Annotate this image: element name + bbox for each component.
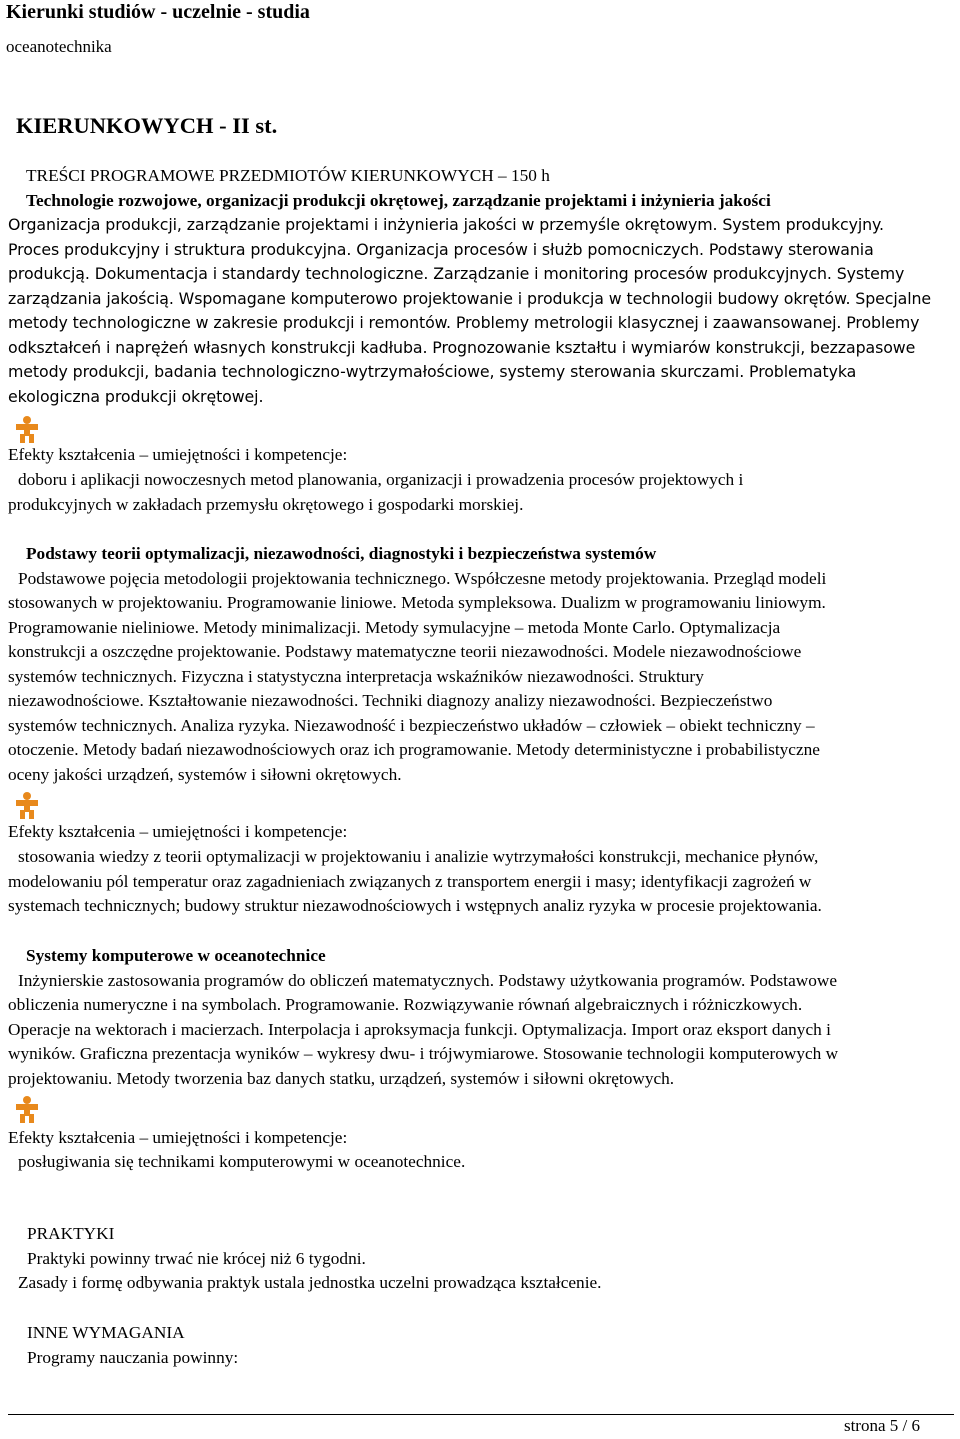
text-line: systemów technicznych. Analiza ryzyka. Niezawodność i bezpieczeństwo układów – człowiek – obiekt techniczny – <box>8 715 815 735</box>
section-3 <box>8 944 953 1091</box>
text-line: niezawodnościowe. Kształtowanie niezawodności. Techniki diagnozy analizy niezawodności. Bezpieczeństwo <box>8 691 773 710</box>
subject-description <box>8 969 953 1092</box>
text-line: ekologiczna produkcji okrętowej. <box>8 386 264 406</box>
main-heading: KIERUNKOWYCH - II st. <box>16 113 278 138</box>
text-line: otoczenie. Metody badań niezawodnościowych oraz ich programowanie. Metody deterministyczne i probabilistyczne <box>8 740 820 759</box>
text-line: Programowanie nieliniowe. Metody minimalizacji. Metody symulacyjne – metoda Monte Carlo. Optymalizacja <box>8 617 781 637</box>
section-praktyki <box>27 1222 960 1271</box>
text-line: modelowaniu pól temperatur oraz zagadnieniach związanych z transportem energii i masy; identyfikacji zagrożeń w <box>8 871 812 891</box>
text-line: stosowania wiedzy z teorii optymalizacji w projektowaniu i analizie wytrzymałości konstrukcji, mechanice płynów, <box>18 847 819 866</box>
document-title: Kierunki studiów - uczelnie - studia <box>6 1 310 23</box>
effects-text <box>8 845 953 919</box>
text-line: Organizacja produkcji, zarządzanie projektami i inżynieria jakości w przemyśle okrętowym. System produkcyjny. <box>8 215 884 234</box>
text-line: systemach technicznych; budowy struktur niezawodnościowych i wstępnych analiz ryzyka w procesie projektowania. <box>8 896 822 915</box>
section-2 <box>8 542 953 787</box>
text-line: projektowaniu. Metody tworzenia baz danych statku, urządzeń, systemów i siłowni okrętowych. <box>8 1068 675 1088</box>
document-subtitle: oceanotechnika <box>6 37 112 56</box>
effects-label: Efekty kształcenia – umiejętności i kompetencje: <box>8 1128 348 1147</box>
effects-label: Efekty kształcenia – umiejętności i kompetencje: <box>8 822 348 841</box>
text-line: stosowanych w projektowaniu. Programowanie liniowe. Metoda sympleksowa. Dualizm w programowaniu liniowym. <box>8 593 826 612</box>
section-1 <box>8 164 953 409</box>
subject-description <box>8 567 953 788</box>
effects-label: Efekty kształcenia – umiejętności i kompetencje: <box>8 445 348 464</box>
text-line: Zasady i formę odbywania praktyk ustala jednostka uczelni prowadząca kształcenie. <box>18 1273 602 1292</box>
text-line: Operacje na wektorach i macierzach. Interpolacja i aproksymacja funkcji. Optymalizacja. Import oraz eksport danych i <box>8 1019 831 1039</box>
text-line: metody produkcji, badania technologiczno-wytrzymałościowe, systemy sterowania skurczami. Problematyka <box>8 362 857 381</box>
text-line: posługiwania się technikami komputerowymi w oceanotechnice. <box>18 1152 466 1171</box>
text-line: wyników. Graficzna prezentacja wyników – wykresy dwu- i trójwymiarowe. Stosowanie technologii komputerowych w <box>8 1044 839 1063</box>
text-line: Inżynierskie zastosowania programów do obliczeń matematycznych. Podstawy użytkowania programów. Podstawowe <box>18 970 838 990</box>
subject-title: Technologie rozwojowe, organizacji produkcji okrętowej, zarządzanie projektami i inżynieria jakości <box>26 190 771 210</box>
text-line: metody technologiczne w zakresie produkcji i remontów. Problemy metrologii klasycznej i zaawansowanej. Problemy <box>8 313 920 332</box>
inne-heading: INNE WYMAGANIA <box>27 1323 185 1342</box>
orange-figure-icon <box>10 414 44 444</box>
document-header <box>6 0 310 58</box>
text-line: Podstawowe pojęcia metodologii projektowania technicznego. Współczesne metody projektowania. Przegląd modeli <box>18 568 827 588</box>
page-number: strona 5 / 6 <box>843 1416 920 1435</box>
effects-text <box>8 468 953 517</box>
praktyki-rules <box>18 1271 960 1296</box>
section-intro: TREŚCI PROGRAMOWE PRZEDMIOTÓW KIERUNKOWYCH – 150 h <box>26 166 550 185</box>
text-line: Proces produkcyjny i struktura produkcyjna. Organizacja procesów i służb pomocniczych. Podstawy sterowania <box>8 239 874 259</box>
text-line: systemów technicznych. Fizyczna i statystyczna interpretacja wskaźników niezawodności. Struktury <box>8 666 704 686</box>
effects-text <box>8 1150 953 1175</box>
orange-figure-icon <box>10 790 44 820</box>
text-line: obliczenia numeryczne i na symbolach. Programowanie. Rozwiązywanie równań algebraicznych i różniczkowych. <box>8 995 803 1014</box>
text-line: zarządzania jakością. Wspomagane komputerowo projektowanie i produkcja w technologii budowy okrętów. Specjalne <box>8 288 932 308</box>
praktyki-heading: PRAKTYKI <box>27 1224 115 1243</box>
text-line: Praktyki powinny trwać nie krócej niż 6 tygodni. <box>27 1248 366 1268</box>
footer-divider <box>8 1414 954 1415</box>
text-line: konstrukcji a oszczędne projektowanie. Podstawy matematyczne teorii niezawodności. Modele niezawodnościowe <box>8 642 802 661</box>
text-line: Programy nauczania powinny: <box>27 1347 239 1367</box>
subject-title: Podstawy teorii optymalizacji, niezawodności, diagnostyki i bezpieczeństwa systemów <box>26 544 657 563</box>
text-line: doboru i aplikacji nowoczesnych metod planowania, organizacji i prowadzenia procesów projektowych i <box>18 470 744 489</box>
text-line: odkształceń i naprężeń własnych konstrukcji kadłuba. Prognozowanie kształtu i wymiarów konstrukcji, bezzapasowe <box>8 337 916 357</box>
orange-figure-icon <box>10 1094 44 1124</box>
section-inne <box>27 1321 960 1370</box>
text-line: oceny jakości urządzeń, systemów i siłowni okrętowych. <box>8 764 402 784</box>
text-line: produkcyjnych w zakładach przemysłu okrętowego i gospodarki morskiej. <box>8 494 524 514</box>
text-line: produkcją. Dokumentacja i standardy technologiczne. Zarządzanie i monitoring procesów produkcyjnych. Systemy <box>8 264 905 283</box>
subject-title: Systemy komputerowe w oceanotechnice <box>26 946 326 965</box>
subject-description <box>8 213 953 409</box>
